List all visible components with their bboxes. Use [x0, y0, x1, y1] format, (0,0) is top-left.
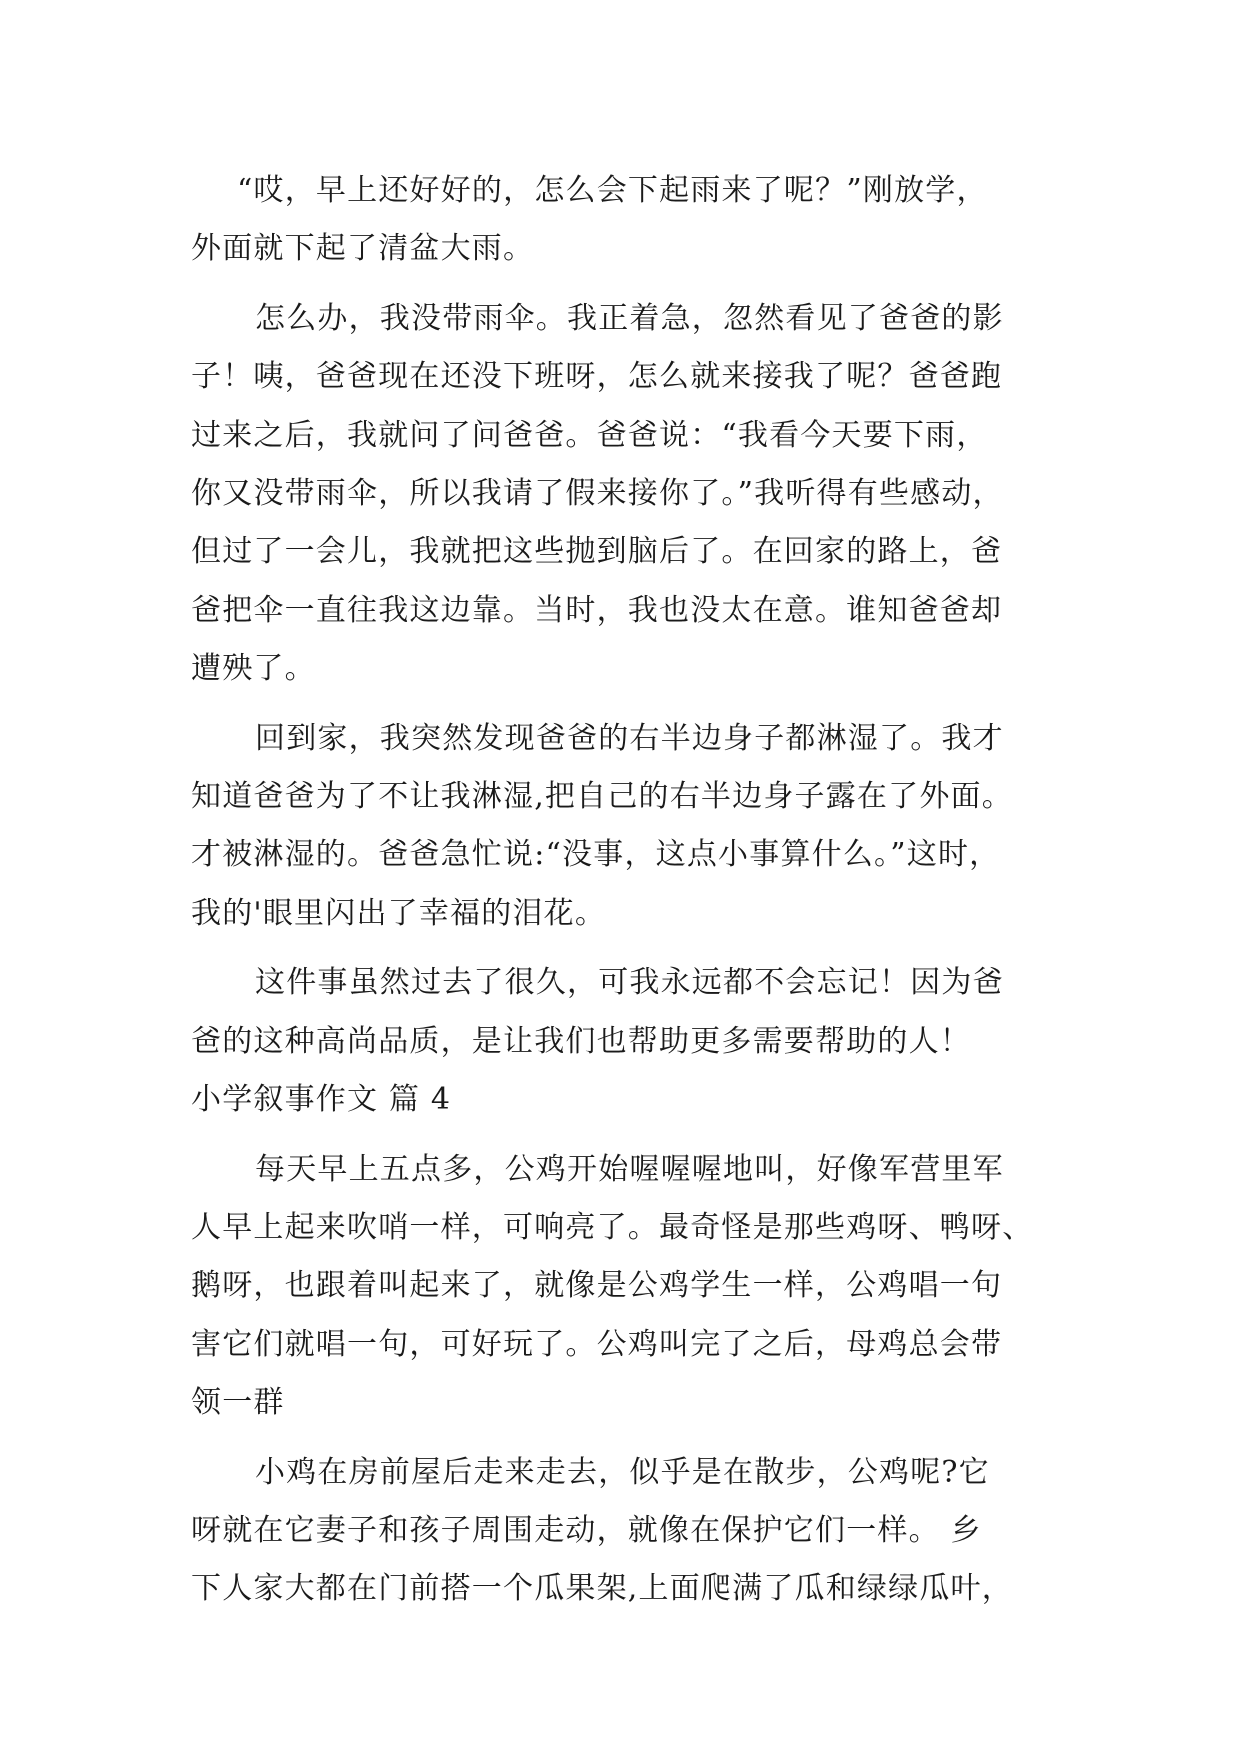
text-line: 你又没带雨伞，所以我请了假来接你了。”我听得有些感动，	[191, 476, 1004, 512]
paragraph	[191, 1141, 1061, 1433]
text-line: 我的'眼里闪出了幸福的泪花。	[191, 895, 607, 931]
text-line: 但过了一会儿，我就把这些抛到脑后了。在回家的路上，爸	[191, 534, 1003, 570]
document-body	[191, 162, 1061, 1619]
paragraph	[191, 1444, 1061, 1619]
text-line: 呀就在它妻子和孩子周围走动，就像在保护它们一样。 乡	[191, 1512, 982, 1548]
text-line: 过来之后，我就问了问爸爸。爸爸说：“我看今天要下雨，	[191, 417, 988, 453]
text-line: 外面就下起了清盆大雨。	[191, 231, 535, 267]
paragraph	[191, 162, 1061, 279]
section-heading: 小学叙事作文 篇 4	[191, 1082, 452, 1118]
text-line: 每天早上五点多，公鸡开始喔喔喔地叫，好像军营里军	[255, 1151, 1004, 1187]
text-line: “哎，早上还好好的，怎么会下起雨来了呢？”刚放学，	[237, 173, 988, 208]
text-line: 害它们就唱一句，可好玩了。公鸡叫完了之后，母鸡总会带	[191, 1326, 1003, 1362]
text-line: 这件事虽然过去了很久，可我永远都不会忘记！因为爸	[255, 965, 1004, 1001]
text-line: 子！咦，爸爸现在还没下班呀，怎么就来接我了呢？爸爸跑	[191, 359, 1003, 395]
paragraph	[191, 954, 1061, 1071]
text-line: 爸的这种高尚品质，是让我们也帮助更多需要帮助的人！	[191, 1023, 971, 1059]
text-line: 知道爸爸为了不让我淋湿,把自己的右半边身子露在了外面。	[191, 779, 1013, 815]
text-line: 怎么办，我没带雨伞。我正着急，忽然看见了爸爸的影	[255, 300, 1004, 336]
text-line: 人早上起来吹哨一样，可响亮了。最奇怪是那些鸡呀、鸭呀、	[191, 1209, 1034, 1245]
paragraph	[191, 290, 1061, 699]
text-line: 下人家大都在门前搭一个瓜果架,上面爬满了瓜和绿绿瓜叶，	[191, 1571, 1013, 1607]
text-line: 鹅呀，也跟着叫起来了，就像是公鸡学生一样，公鸡唱一句	[191, 1268, 1003, 1304]
text-line: 回到家，我突然发现爸爸的右半边身子都淋湿了。我才	[255, 720, 1004, 756]
text-line: 领一群	[191, 1385, 285, 1421]
text-line: 爸把伞一直往我这边靠。当时，我也没太在意。谁知爸爸却	[191, 592, 1003, 628]
text-line: 小鸡在房前屋后走来走去，似乎是在散步，公鸡呢?它	[255, 1454, 990, 1490]
text-line: 遭殃了。	[191, 651, 316, 687]
text-line: 才被淋湿的。爸爸急忙说:“没事，这点小事算什么。”这时，	[191, 837, 1001, 873]
paragraph	[191, 710, 1061, 944]
